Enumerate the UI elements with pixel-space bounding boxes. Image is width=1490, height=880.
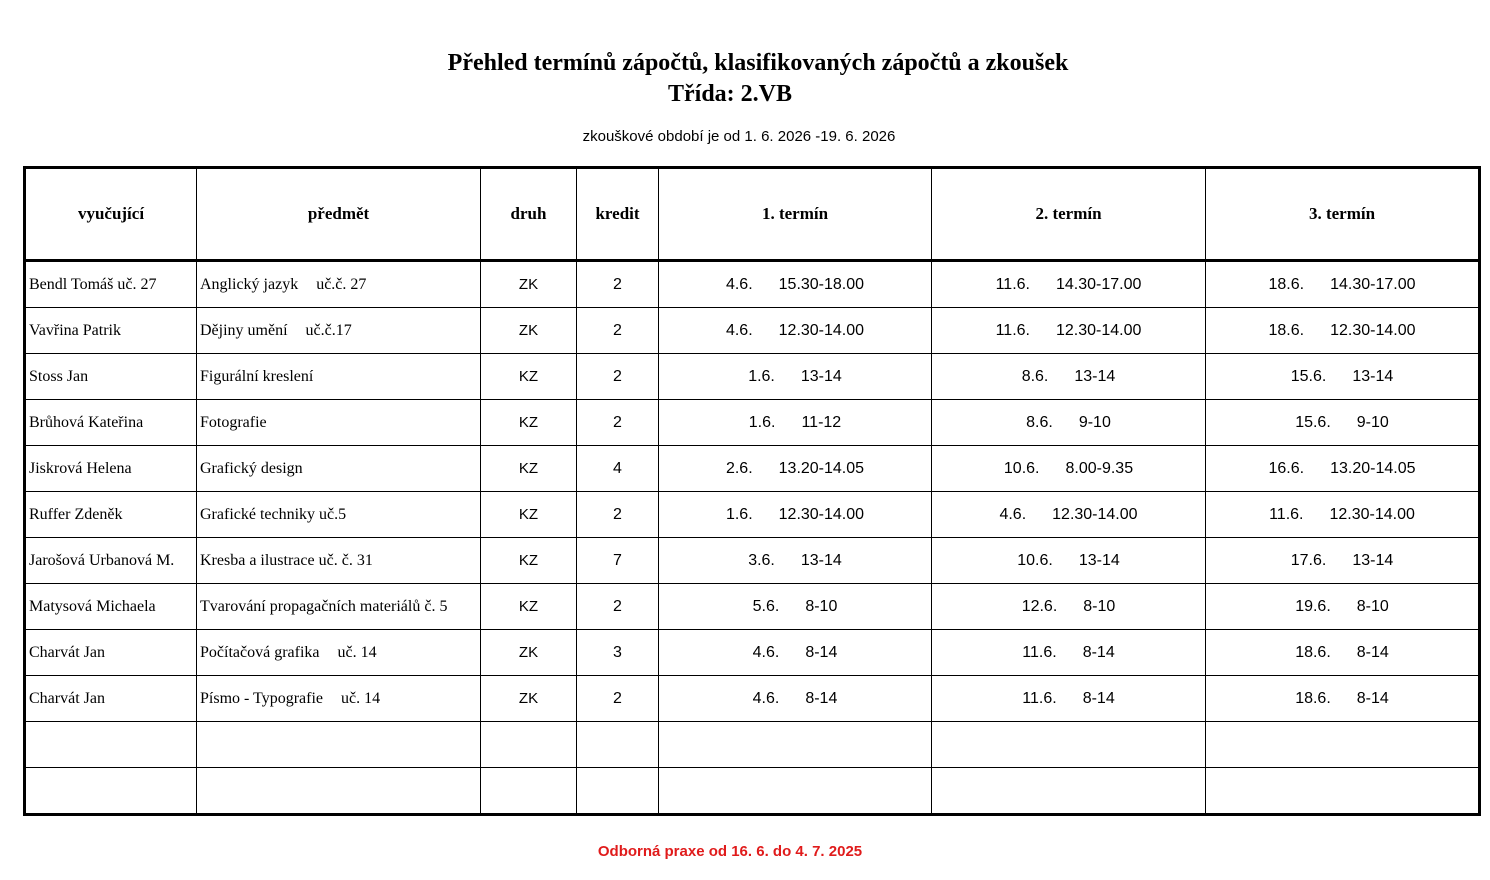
cell-subject <box>197 492 481 538</box>
subject-name: Kresba a ilustrace uč. č. 31 <box>200 551 373 569</box>
cell-term-3 <box>1206 446 1480 492</box>
subject-room: uč. 14 <box>341 689 381 707</box>
cell-subject <box>197 446 481 492</box>
subject-name: Grafické techniky uč.5 <box>200 505 347 523</box>
cell-type: KZ <box>481 584 577 630</box>
table-row <box>25 584 1480 630</box>
subject-name: Tvarování propagačních materiálů č. 5 <box>200 597 448 615</box>
cell-type: ZK <box>481 676 577 722</box>
cell-type: KZ <box>481 400 577 446</box>
empty-cell <box>481 768 577 815</box>
subject-room: uč.č. 27 <box>316 275 367 293</box>
term-date: 16.6. <box>1268 459 1305 477</box>
cell-credit: 2 <box>577 354 659 400</box>
term-date: 11.6. <box>1269 505 1304 523</box>
term-date: 10.6. <box>1017 551 1053 569</box>
term-time: 13-14 <box>1078 551 1120 569</box>
term-time: 8-10 <box>1083 597 1116 615</box>
term-date: 11.6. <box>1022 689 1057 707</box>
empty-cell <box>577 768 659 815</box>
column-header-type: druh <box>481 168 577 261</box>
table-row <box>25 354 1480 400</box>
subject-room: uč.č.17 <box>305 321 352 339</box>
term-time: 14.30-17.00 <box>1056 275 1142 293</box>
empty-cell <box>932 768 1206 815</box>
cell-subject <box>197 400 481 446</box>
subject-name: Grafický design <box>200 459 303 477</box>
term-time: 13.20-14.05 <box>778 459 865 477</box>
cell-term-2 <box>932 584 1206 630</box>
term-date: 11.6. <box>995 321 1030 339</box>
cell-term-1 <box>659 308 932 354</box>
term-time: 8-14 <box>805 643 838 661</box>
cell-teacher: Brůhová Kateřina <box>25 400 197 446</box>
empty-cell <box>1206 722 1480 768</box>
cell-teacher: Matysová Michaela <box>25 584 197 630</box>
cell-credit: 4 <box>577 446 659 492</box>
term-time: 14.30-17.00 <box>1330 275 1416 293</box>
cell-teacher: Vavřina Patrik <box>25 308 197 354</box>
term-time: 12.30-14.00 <box>1052 505 1138 523</box>
term-date: 12.6. <box>1021 597 1058 615</box>
cell-term-2 <box>932 538 1206 584</box>
column-header-term-1: 1. termín <box>659 168 932 261</box>
column-header-term-3: 3. termín <box>1206 168 1480 261</box>
term-time: 13-14 <box>1352 367 1394 385</box>
subject-name: Figurální kreslení <box>200 367 314 385</box>
cell-teacher: Ruffer Zdeněk <box>25 492 197 538</box>
cell-term-1 <box>659 538 932 584</box>
cell-term-3 <box>1206 492 1480 538</box>
subject-room: uč. 14 <box>337 643 377 661</box>
cell-term-1 <box>659 354 932 400</box>
term-date: 15.6. <box>1295 413 1331 431</box>
cell-term-2 <box>932 354 1206 400</box>
cell-subject <box>197 584 481 630</box>
term-date: 3.6. <box>748 551 775 569</box>
table-row <box>25 446 1480 492</box>
cell-term-2 <box>932 630 1206 676</box>
cell-credit: 2 <box>577 492 659 538</box>
term-time: 9-10 <box>1078 413 1111 431</box>
table-row <box>25 538 1480 584</box>
cell-term-3 <box>1206 630 1480 676</box>
cell-term-1 <box>659 630 932 676</box>
term-date: 8.6. <box>1026 413 1053 431</box>
term-date: 18.6. <box>1268 321 1305 339</box>
cell-teacher: Charvát Jan <box>25 676 197 722</box>
cell-term-1 <box>659 492 932 538</box>
cell-term-3 <box>1206 538 1480 584</box>
term-date: 10.6. <box>1003 459 1040 477</box>
cell-teacher: Bendl Tomáš uč. 27 <box>25 261 197 308</box>
cell-term-2 <box>932 400 1206 446</box>
empty-cell <box>197 768 481 815</box>
term-time: 12.30-14.00 <box>1056 321 1142 339</box>
term-date: 19.6. <box>1295 597 1331 615</box>
term-date: 18.6. <box>1295 689 1331 707</box>
column-header-credit: kredit <box>577 168 659 261</box>
cell-teacher: Jiskrová Helena <box>25 446 197 492</box>
term-time: 11-12 <box>801 413 842 431</box>
subject-name: Anglický jazyk <box>200 275 299 293</box>
term-time: 8-14 <box>805 689 838 707</box>
class-title: Třída: 2.VB <box>667 81 792 107</box>
empty-cell <box>932 722 1206 768</box>
empty-table-row <box>25 722 1480 768</box>
empty-cell <box>659 768 932 815</box>
cell-type: KZ <box>481 538 577 584</box>
table-row <box>25 261 1480 308</box>
term-time: 13-14 <box>800 551 842 569</box>
column-header-teacher: vyučující <box>25 168 197 261</box>
term-date: 4.6. <box>725 275 753 293</box>
term-date: 4.6. <box>752 689 780 707</box>
term-date: 17.6. <box>1290 551 1327 569</box>
subject-name: Dějiny umění <box>200 321 288 339</box>
cell-subject <box>197 630 481 676</box>
term-time: 9-10 <box>1356 413 1389 431</box>
term-time: 8-14 <box>1356 689 1389 707</box>
cell-term-3 <box>1206 308 1480 354</box>
cell-type: ZK <box>481 308 577 354</box>
cell-credit: 2 <box>577 400 659 446</box>
term-time: 13.20-14.05 <box>1330 459 1416 477</box>
cell-type: KZ <box>481 446 577 492</box>
table-body <box>25 261 1480 815</box>
term-time: 12.30-14.00 <box>778 321 865 339</box>
term-date: 1.6. <box>725 505 753 523</box>
cell-term-2 <box>932 446 1206 492</box>
empty-cell <box>577 722 659 768</box>
term-date: 18.6. <box>1295 643 1331 661</box>
empty-cell <box>659 722 932 768</box>
term-time: 13-14 <box>1074 367 1116 385</box>
term-date: 4.6. <box>725 321 753 339</box>
exam-schedule-table <box>23 166 1481 816</box>
empty-cell <box>197 722 481 768</box>
term-date: 4.6. <box>752 643 780 661</box>
cell-teacher: Stoss Jan <box>25 354 197 400</box>
cell-term-1 <box>659 446 932 492</box>
cell-credit: 2 <box>577 584 659 630</box>
empty-table-row <box>25 768 1480 815</box>
cell-term-3 <box>1206 676 1480 722</box>
cell-type: ZK <box>481 261 577 308</box>
empty-cell <box>25 768 197 815</box>
term-time: 8-14 <box>1356 643 1389 661</box>
cell-term-3 <box>1206 354 1480 400</box>
table-row <box>25 676 1480 722</box>
term-date: 5.6. <box>752 597 780 615</box>
term-date: 1.6. <box>748 413 776 431</box>
cell-subject <box>197 308 481 354</box>
cell-credit: 2 <box>577 261 659 308</box>
cell-credit: 2 <box>577 308 659 354</box>
cell-type: KZ <box>481 354 577 400</box>
cell-term-3 <box>1206 400 1480 446</box>
table-row <box>25 400 1480 446</box>
term-date: 11.6. <box>995 275 1030 293</box>
cell-subject <box>197 354 481 400</box>
cell-credit: 3 <box>577 630 659 676</box>
term-time: 8-14 <box>1082 643 1115 661</box>
cell-term-1 <box>659 584 932 630</box>
subject-name: Fotografie <box>200 413 267 431</box>
cell-credit: 2 <box>577 676 659 722</box>
cell-type: ZK <box>481 630 577 676</box>
page-title: Přehled termínů zápočtů, klasifikovaných zápočtů a zkoušek <box>447 50 1069 76</box>
term-time: 13-14 <box>800 367 842 385</box>
cell-term-2 <box>932 676 1206 722</box>
internship-note: Odborná praxe od 16. 6. do 4. 7. 2025 <box>597 843 863 860</box>
cell-subject <box>197 538 481 584</box>
cell-term-3 <box>1206 261 1480 308</box>
cell-term-1 <box>659 676 932 722</box>
empty-cell <box>25 722 197 768</box>
cell-term-1 <box>659 400 932 446</box>
cell-type: KZ <box>481 492 577 538</box>
term-date: 2.6. <box>725 459 753 477</box>
term-time: 8-10 <box>805 597 838 615</box>
term-time: 12.30-14.00 <box>1329 505 1415 523</box>
term-time: 12.30-14.00 <box>1330 321 1416 339</box>
cell-term-2 <box>932 261 1206 308</box>
cell-term-3 <box>1206 584 1480 630</box>
term-time: 12.30-14.00 <box>778 505 865 523</box>
term-date: 18.6. <box>1268 275 1305 293</box>
term-date: 15.6. <box>1290 367 1327 385</box>
cell-subject <box>197 676 481 722</box>
cell-term-2 <box>932 492 1206 538</box>
term-time: 13-14 <box>1352 551 1394 569</box>
column-header-subject: předmět <box>197 168 481 261</box>
cell-term-1 <box>659 261 932 308</box>
term-date: 11.6. <box>1022 643 1057 661</box>
subject-name: Písmo - Typografie <box>200 689 324 707</box>
term-time: 8.00-9.35 <box>1065 459 1134 477</box>
exam-period-text: zkouškové období je od 1. 6. 2026 -19. 6. 2026 <box>582 128 896 145</box>
term-time: 8-14 <box>1082 689 1115 707</box>
cell-term-2 <box>932 308 1206 354</box>
term-time: 8-10 <box>1356 597 1389 615</box>
empty-cell <box>481 722 577 768</box>
term-date: 4.6. <box>999 505 1027 523</box>
term-time: 15.30-18.00 <box>778 275 865 293</box>
term-date: 1.6. <box>748 367 775 385</box>
cell-teacher: Charvát Jan <box>25 630 197 676</box>
empty-cell <box>1206 768 1480 815</box>
cell-credit: 7 <box>577 538 659 584</box>
table-row <box>25 492 1480 538</box>
term-date: 8.6. <box>1021 367 1049 385</box>
cell-subject <box>197 261 481 308</box>
table-row <box>25 630 1480 676</box>
table-row <box>25 308 1480 354</box>
table-header-row <box>25 168 1480 261</box>
column-header-term-2: 2. termín <box>932 168 1206 261</box>
subject-name: Počítačová grafika <box>200 643 320 661</box>
cell-teacher: Jarošová Urbanová M. <box>25 538 197 584</box>
